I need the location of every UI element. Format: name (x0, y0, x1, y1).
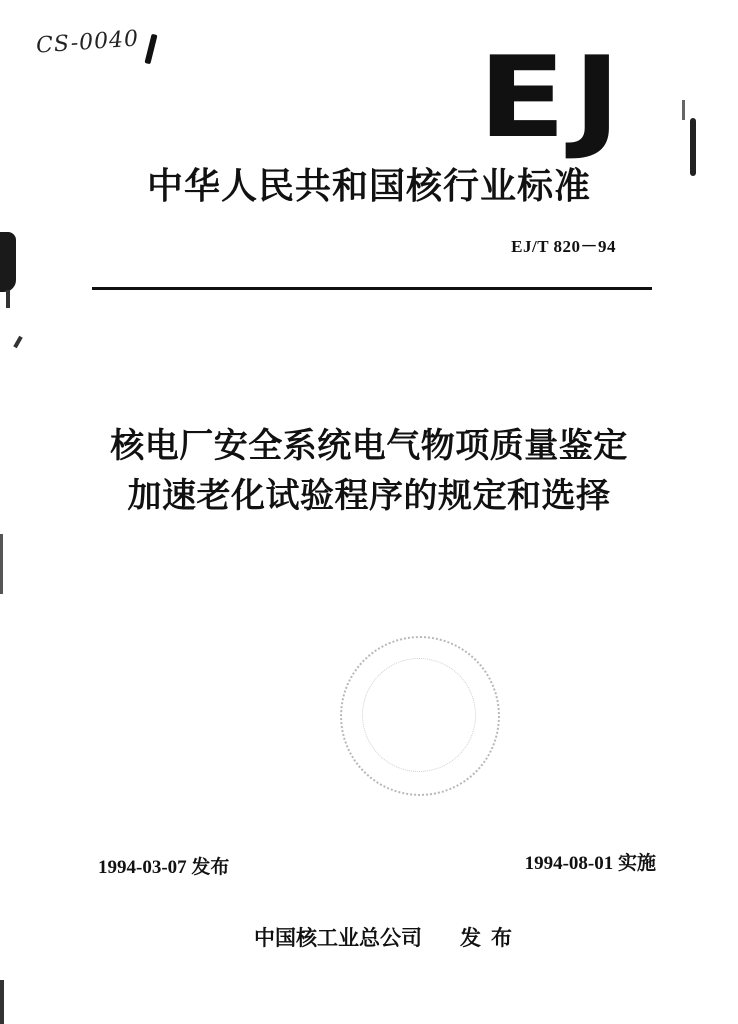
handwritten-mark (144, 34, 157, 65)
document-title-line-1: 核电厂安全系统电气物项质量鉴定 (110, 426, 628, 466)
document-title-line-2: 加速老化试验程序的规定和选择 (127, 476, 611, 516)
effective-date: 1994-08-01 实施 (524, 853, 656, 874)
faint-seal-stamp-inner (362, 658, 476, 772)
issuer-action: 发布 (460, 926, 522, 950)
scan-artifact (0, 534, 3, 594)
ej-logo: EJ (478, 33, 628, 163)
handwritten-note: CS-0040 (35, 26, 140, 59)
header-divider (92, 287, 652, 290)
issuer-name: 中国核工业总公司 (254, 926, 422, 950)
scan-artifact (13, 336, 22, 348)
scan-artifact (0, 232, 16, 292)
issue-date: 1994-03-07 发布 (98, 857, 230, 878)
standard-category-title: 中华人民共和国核行业标准 (146, 166, 591, 207)
scan-artifact (6, 290, 10, 308)
scan-artifact (0, 980, 4, 1024)
standard-code: EJ/T 820－94 (511, 237, 616, 256)
scan-artifact (682, 100, 685, 120)
